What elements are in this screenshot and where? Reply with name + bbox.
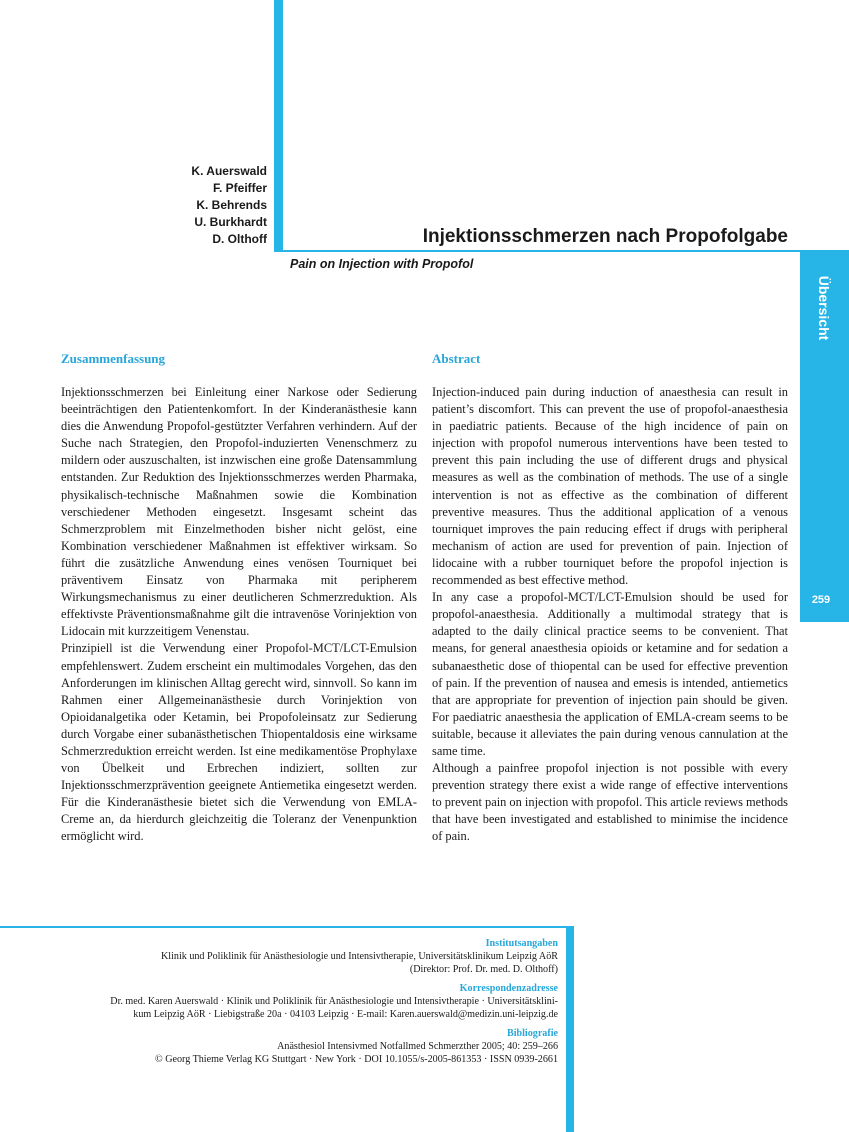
bottom-accent-bar	[566, 926, 574, 1132]
institute-line: Klinik und Poliklinik für Anästhesiologie und Intensivtherapie, Universitätsklinikum Leipzig AöR	[161, 951, 558, 962]
paragraph: Injektionsschmerzen bei Einleitung einer Narkose oder Sedierung beeinträchtigen den Patientenkomfort. In der Kinderanästhesie kann dies die Anwendung Propofol-gestützter Verfahren verhindern. Auf der Suche nach Strategien, den Propofol-induzierten Venenschmerz zu mildern oder auszuschalten, ist inzwischen eine große Datensammlung entstanden. Zur Reduktion des Injektionsschmerzes werden Pharmaka, physikalisch-technische Maßnahmen sowie die Kombination verschiedener Methoden eingesetzt. Insgesamt scheint das Schmerzproblem mit Einzelmethoden bisher nicht gelöst, eine Kombination verschiedener Maßnahmen ist effektiver wirksam. So führt die zusätzliche Anwendung eines venösen Tourniquet bei präventivem Einsatz von Pharmaka mit peripherem Wirkungsmechanismus zu einer deutlicheren Schmerzreduktion. Als effektivste Präventionsmaßnahme gilt die intravenöse Vorinjektion von Lidocain mit kurzzeitigem Venenstau.	[61, 385, 417, 639]
author-list	[191, 163, 267, 248]
author-name: U. Burkhardt	[194, 215, 267, 229]
paragraph: Although a painfree propofol injection is not possible with every prevention strategy there exist a wide range of effective interventions to prevent pain on injection with propofol. This article reviews methods that have been investigated and established to minimise the incidence of pain.	[432, 761, 788, 844]
bibliography-line: © Georg Thieme Verlag KG Stuttgart · New York · DOI 10.1055/s-2005-861353 · ISSN 0939-2661	[155, 1054, 558, 1065]
top-accent-bar	[274, 0, 283, 252]
abstract-heading: Abstract	[432, 351, 481, 366]
zusammenfassung-heading: Zusammenfassung	[61, 351, 166, 366]
footer-rule	[0, 926, 574, 928]
author-name: F. Pfeiffer	[212, 181, 267, 195]
page-number: 259	[811, 594, 831, 606]
author-name: K. Behrends	[196, 198, 267, 212]
author-name: K. Auerswald	[191, 164, 267, 178]
correspondence-line: Dr. med. Karen Auerswald · Klinik und Poliklinik für Anästhesiologie und Intensivtherapie · Universitätsklini-	[110, 996, 558, 1007]
article-footer	[38, 937, 558, 1066]
correspondence-heading: Korrespondenzadresse	[459, 983, 558, 994]
paragraph: Injection-induced pain during induction of anaesthesia can result in patient’s discomfort. This can prevent the use of propofol-anaesthesia in paediatric patients. Because of the high incidence of pain on injection with propofol numerous interventions have been tested to prevent this pain including the use of different drugs and physical measures as well as the combination of methods. The use of a single intervention is not as effective as the combination of different preventive measures. Thus the additional application of a venous tourniquet improves the pain reducing effect if drugs with peripheral mechanism of action are used for prevention of pain. Injection of lidocaine with a rubber tourniquet before the propofol injection is recommended as best effective method.	[432, 385, 788, 588]
zusammenfassung-body	[61, 384, 417, 846]
institute-heading: Institutsangaben	[485, 938, 558, 949]
bibliography-line: Anästhesiol Intensivmed Notfallmed Schmerzther 2005; 40: 259–266	[277, 1041, 558, 1052]
side-tab-label: Übersicht	[816, 275, 832, 341]
article-subtitle: Pain on Injection with Propofol	[290, 257, 474, 271]
paragraph: Prinzipiell ist die Verwendung einer Propofol-MCT/LCT-Emulsion empfehlenswert. Zudem erscheint ein multimodales Vorgehen, das den Anforderungen im klinischen Alltag gerecht wird, sinnvoll. So kann im Rahmen einer Allgemeinanästhesie durch Vorinjektion von Opioidanalgetika oder Ketamin, bei Propofoleinsatz zur Sedierung durch Vorgabe einer subanästhetischen Thiopentaldosis eine wirksame Schmerzreduktion erreicht werden. Ist eine medikamentöse Prophylaxe von Übelkeit und Erbrechen indiziert, sollten zur Injektionsschmerzprävention geeignete Antiemetika eingesetzt werden. Für die Kinderanästhesie bietet sich die Verwendung von EMLA-Creme an, da hierdurch gleichzeitig die Toleranz der Venenpunktion ermöglicht wird.	[61, 641, 417, 844]
paragraph: In any case a propofol-MCT/LCT-Emulsion should be used for propofol-anaesthesia. Additionally a multimodal strategy that is adapted to the daily clinical practice seems to be convenient. That means, for general anaesthesia opioids or ketamine and for sedation a subanaesthetic dose of thiopental can be used for effective prevention of pain. If the prevention of nausea and emesis is intended, antiemetics that are appropriate for prevention of injection pain should be given. For paediatric anaesthesia the application of EMLA-cream seems to be suitable, because it alleviates the pain during venous cannulation at the same time.	[432, 590, 788, 758]
title-rule	[274, 250, 849, 252]
article-title: Injektionsschmerzen nach Propofolgabe	[422, 226, 788, 247]
abstract-body	[432, 384, 788, 846]
institute-line: (Direktor: Prof. Dr. med. D. Olthoff)	[409, 964, 558, 975]
correspondence-line: kum Leipzig AöR · Liebigstraße 20a · 04103 Leipzig · E-mail: Karen.auerswald@medizin.uni-leipzig.de	[133, 1009, 558, 1020]
bibliography-heading: Bibliografie	[506, 1028, 558, 1039]
author-name: D. Olthoff	[212, 232, 267, 246]
